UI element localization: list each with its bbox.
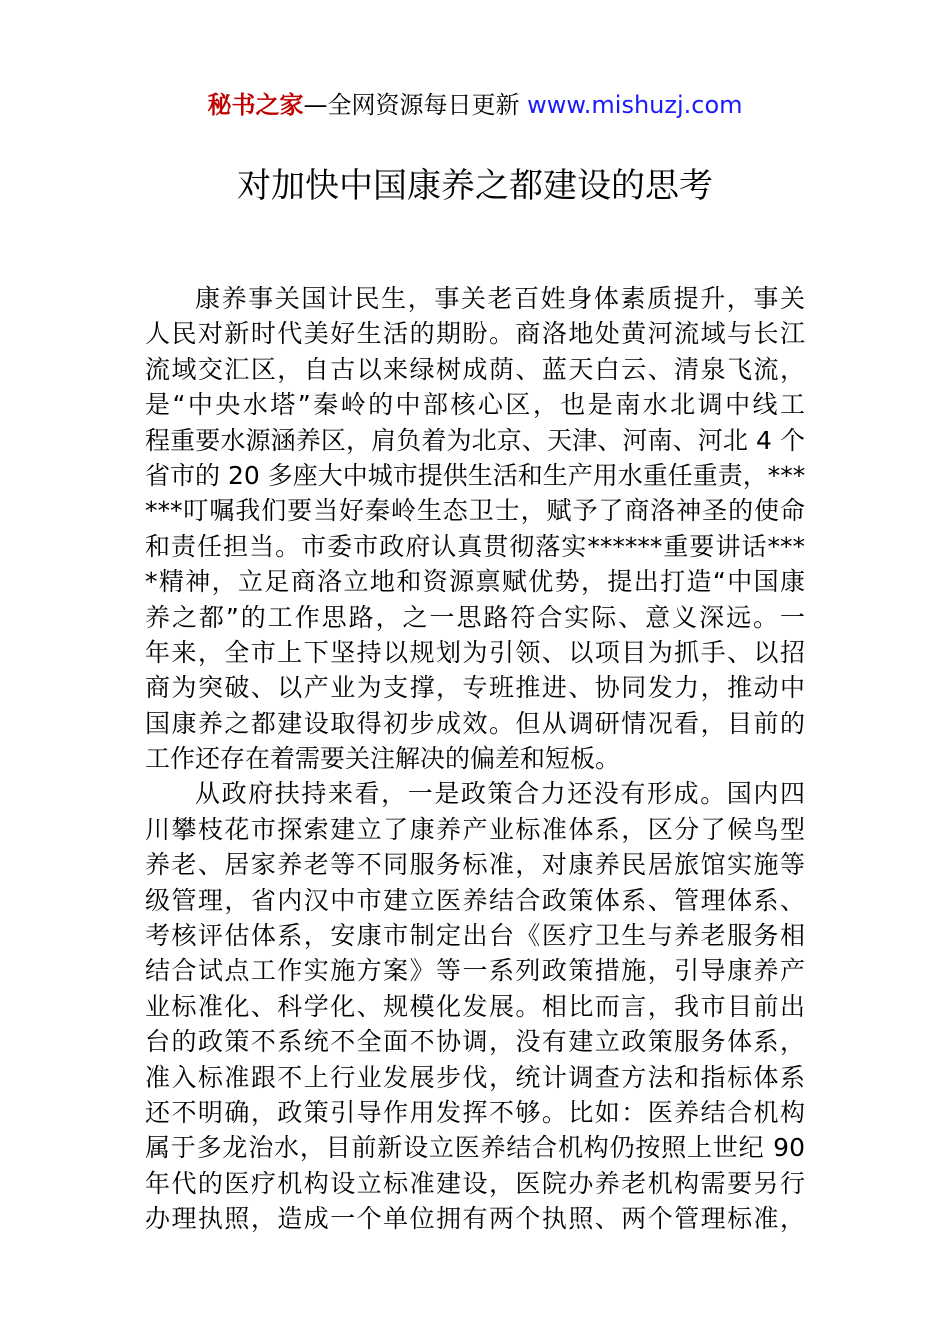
paragraph-line: 结合试点工作实施方案》等一系列政策措施，引导康养产 xyxy=(145,956,805,986)
paragraph-line: 业标准化、科学化、规模化发展。相比而言，我市目前出 xyxy=(145,991,805,1021)
paragraph-line: ***叮嘱我们要当好秦岭生态卫士，赋予了商洛神圣的使命 xyxy=(145,496,805,526)
site-slogan: 全网资源每日更新 xyxy=(327,91,520,119)
paragraph-line: 商为突破、以产业为支撑，专班推进、协同发力，推动中 xyxy=(145,673,805,703)
paragraph-line: 考核评估体系，安康市制定出台《医疗卫生与养老服务相 xyxy=(145,921,805,951)
site-header xyxy=(0,88,950,122)
paragraph-line: 办理执照，造成一个单位拥有两个执照、两个管理标准， xyxy=(145,1204,805,1234)
paragraph-line: 川攀枝花市探索建立了康养产业标准体系，区分了候鸟型 xyxy=(145,814,805,844)
paragraph-line: 级管理，省内汉中市建立医养结合政策体系、管理体系、 xyxy=(145,885,805,915)
paragraph-line: 年代的医疗机构设立标准建设，医院办养老机构需要另行 xyxy=(145,1168,805,1198)
paragraph-line: 台的政策不系统不全面不协调，没有建立政策服务体系， xyxy=(145,1027,805,1057)
site-brand: 秘书之家 xyxy=(207,91,304,119)
paragraph-line: 属于多龙治水，目前新设立医养结合机构仍按照上世纪 90 xyxy=(145,1133,805,1163)
paragraph-line: 养老、居家养老等不同服务标准，对康养民居旅馆实施等 xyxy=(145,850,805,880)
site-url-link[interactable]: www.mishuzj.com xyxy=(527,91,743,119)
paragraph-1 xyxy=(145,281,805,776)
paragraph-line: 和责任担当。市委市政府认真贯彻落实******重要讲话*** xyxy=(145,531,805,561)
paragraph-line: *精神，立足商洛立地和资源禀赋优势，提出打造“中国康 xyxy=(145,567,805,597)
paragraph-line: 是“中央水塔”秦岭的中部核心区，也是南水北调中线工 xyxy=(145,390,805,420)
paragraph-line: 准入标准跟不上行业发展步伐，统计调查方法和指标体系 xyxy=(145,1062,805,1092)
paragraph-line: 国康养之都建设取得初步成效。但从调研情况看，目前的 xyxy=(145,708,805,738)
paragraph-line: 还不明确，政策引导作用发挥不够。比如：医养结合机构 xyxy=(145,1097,805,1127)
paragraph-line: 养之都”的工作思路，之一思路符合实际、意义深远。一 xyxy=(145,602,805,632)
header-dash: — xyxy=(303,91,328,119)
paragraph-line: 程重要水源涵养区，肩负着为北京、天津、河南、河北 4 个 xyxy=(145,425,805,455)
paragraph-line: 年来，全市上下坚持以规划为引领、以项目为抓手、以招 xyxy=(145,637,805,667)
paragraph-line: 从政府扶持来看，一是政策合力还没有形成。国内四 xyxy=(195,779,805,809)
document-body xyxy=(145,281,805,1237)
document-title: 对加快中国康养之都建设的思考 xyxy=(237,166,713,206)
paragraph-2 xyxy=(145,776,805,1236)
paragraph-line: 流域交汇区，自古以来绿树成荫、蓝天白云、清泉飞流， xyxy=(145,354,805,384)
paragraph-line: 人民对新时代美好生活的期盼。商洛地处黄河流域与长江 xyxy=(145,319,805,349)
paragraph-line: 工作还存在着需要关注解决的偏差和短板。 xyxy=(145,744,621,774)
paragraph-line: 康养事关国计民生，事关老百姓身体素质提升，事关 xyxy=(195,284,805,313)
paragraph-line: 省市的 20 多座大中城市提供生活和生产用水重任重责，*** xyxy=(145,460,806,490)
